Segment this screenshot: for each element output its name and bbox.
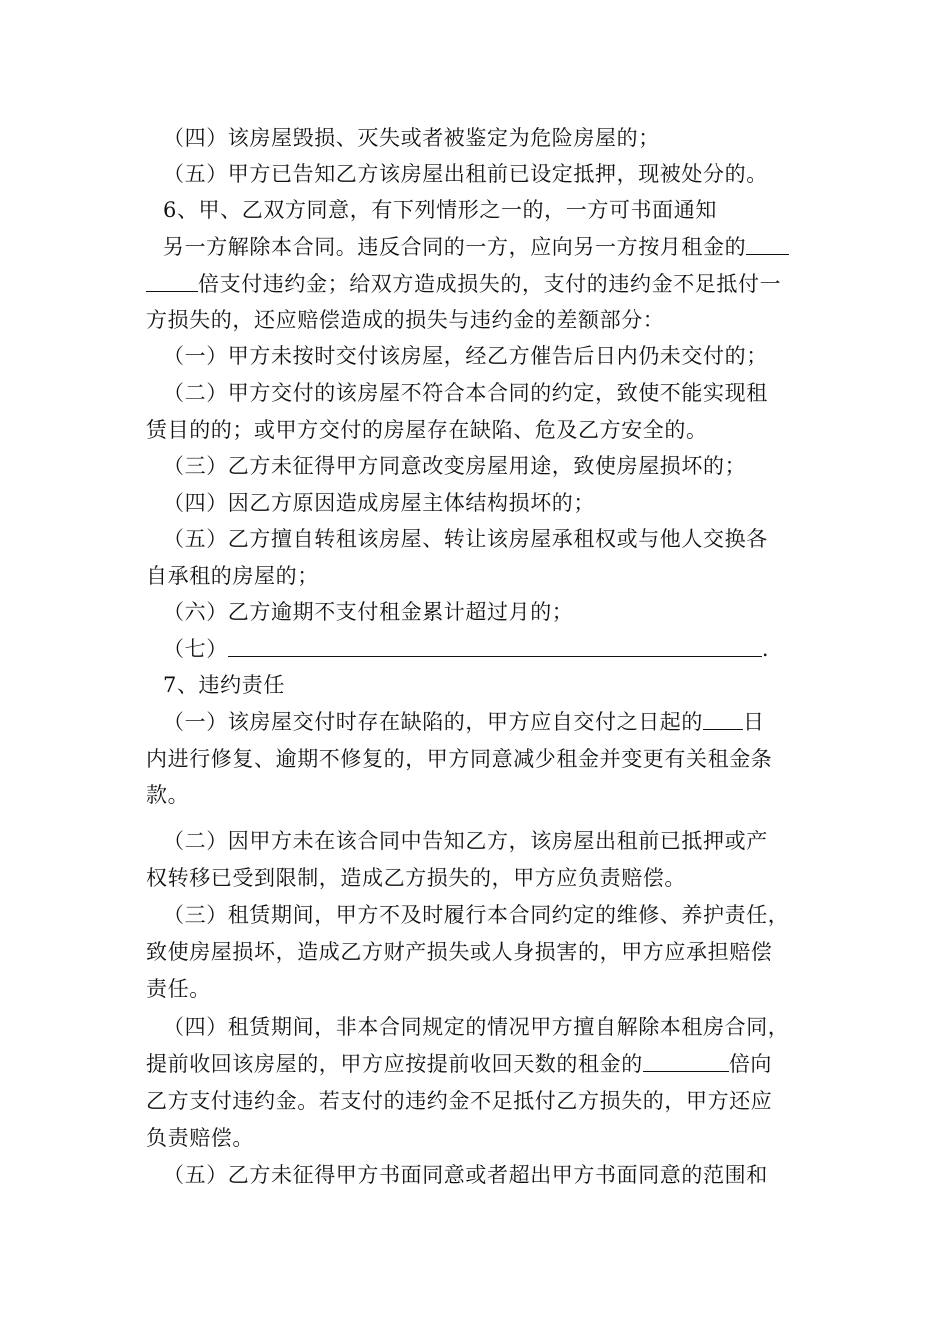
fill-in-blank xyxy=(643,1051,729,1072)
fill-in-blank xyxy=(228,636,762,657)
paragraph-line: （三）乙方未征得甲方同意改变房屋用途，致使房屋损坏的； xyxy=(163,454,747,478)
line-suffix: 倍向 xyxy=(728,1052,773,1076)
paragraph-line xyxy=(163,234,789,260)
line-suffix: 日 xyxy=(743,710,765,734)
paragraph-line: 方损失的，还应赔偿造成的损失与违约金的差额部分： xyxy=(146,308,665,332)
paragraph-line: （六）乙方逾期不支付租金累计超过月的； xyxy=(163,600,574,624)
paragraph-line: （三）租赁期间，甲方不及时履行本合同约定的维修、养护责任， xyxy=(163,903,790,927)
line-text: （一）该房屋交付时存在缺陷的，甲方应自交付之日起的 xyxy=(163,710,703,734)
paragraph-line: （二）甲方交付的该房屋不符合本合同的约定，致使不能实现租 xyxy=(163,381,768,405)
paragraph-line: （二）因甲方未在该合同中告知乙方，该房屋出租前已抵押或产 xyxy=(163,829,768,853)
paragraph-line xyxy=(163,636,769,662)
paragraph-line: 款。 xyxy=(146,783,190,807)
paragraph-line: 责任。 xyxy=(146,977,211,1001)
paragraph-line xyxy=(146,1051,772,1077)
paragraph-line: （五）乙方未征得甲方书面同意或者超出甲方书面同意的范围和 xyxy=(163,1163,768,1187)
paragraph-line: 乙方支付违约金。若支付的违约金不足抵付乙方损失的，甲方还应 xyxy=(146,1089,773,1113)
line-text: 倍支付违约金；给双方造成损失的，支付的违约金不足抵付一 xyxy=(198,272,782,296)
paragraph-line: （四）租赁期间，非本合同规定的情况甲方擅自解除本租房合同， xyxy=(163,1015,790,1039)
section-heading: 6、甲、乙双方同意，有下列情形之一的，一方可书面通知 xyxy=(163,198,717,222)
paragraph-line: 内进行修复、逾期不修复的，甲方同意减少租金并变更有关租金条 xyxy=(146,747,773,771)
paragraph-line: （五）甲方已告知乙方该房屋出租前已设定抵押，现被处分的。 xyxy=(163,162,768,186)
line-text: 另一方解除本合同。违反合同的一方，应向另一方按月租金的 xyxy=(163,235,747,259)
line-text: 提前收回该房屋的，甲方应按提前收回天数的租金的 xyxy=(146,1052,643,1076)
paragraph-line: （五）乙方擅自转租该房屋、转让该房屋承租权或与他人交换各 xyxy=(163,527,768,551)
section-heading: 7、违约责任 xyxy=(163,673,285,697)
fill-in-blank xyxy=(703,709,743,730)
paragraph-line xyxy=(163,709,765,735)
paragraph-line: 自承租的房屋的； xyxy=(146,564,319,588)
fill-in-blank xyxy=(746,234,789,255)
line-suffix: . xyxy=(761,637,770,661)
line-text: （七） xyxy=(163,637,228,661)
paragraph-line: （四）因乙方原因造成房屋主体结构损坏的； xyxy=(163,491,595,515)
paragraph-line: 负责赔偿。 xyxy=(146,1126,254,1150)
paragraph-line: （四）该房屋毁损、灭失或者被鉴定为危险房屋的； xyxy=(163,126,660,150)
paragraph-line: 致使房屋损坏，造成乙方财产损失或人身损害的，甲方应承担赔偿 xyxy=(146,940,773,964)
paragraph-line xyxy=(146,271,781,297)
paragraph-line: 赁目的的；或甲方交付的房屋存在缺陷、危及乙方安全的。 xyxy=(146,418,708,442)
paragraph-line: 权转移已受到限制，造成乙方损失的，甲方应负责赔偿。 xyxy=(146,866,686,890)
fill-in-blank xyxy=(146,271,198,292)
paragraph-line: （一）甲方未按时交付该房屋，经乙方催告后日内仍未交付的； xyxy=(163,344,768,368)
